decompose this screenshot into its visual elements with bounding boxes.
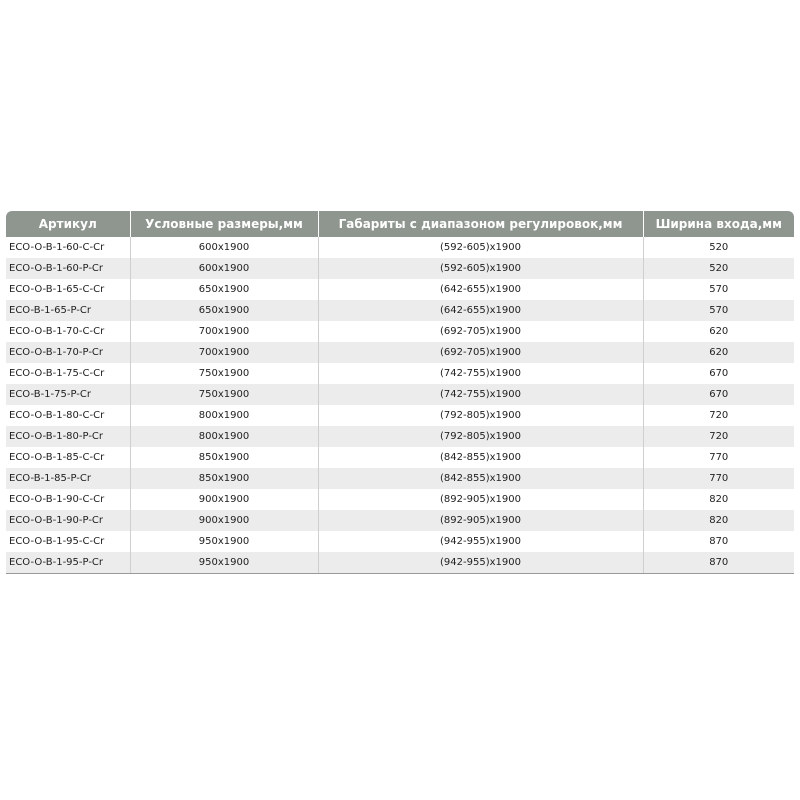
cell-entry-width: 670 (643, 363, 794, 384)
table-row (6, 300, 794, 321)
cell-adjustment-range: (942-955)x1900 (318, 531, 643, 552)
cell-entry-width: 870 (643, 531, 794, 552)
cell-adjustment-range: (692-705)x1900 (318, 342, 643, 363)
cell-article: ECO-O-B-1-80-C-Cr (6, 405, 130, 426)
cell-article: ECO-O-B-1-70-C-Cr (6, 321, 130, 342)
cell-adjustment-range: (842-855)x1900 (318, 468, 643, 489)
table-row (6, 447, 794, 468)
cell-adjustment-range: (692-705)x1900 (318, 321, 643, 342)
cell-entry-width: 570 (643, 300, 794, 321)
cell-entry-width: 770 (643, 447, 794, 468)
table-row (6, 258, 794, 279)
cell-nominal-size: 750x1900 (130, 384, 318, 405)
cell-adjustment-range: (642-655)x1900 (318, 279, 643, 300)
table-row (6, 405, 794, 426)
cell-article: ECO-O-B-1-95-C-Cr (6, 531, 130, 552)
cell-nominal-size: 900x1900 (130, 510, 318, 531)
cell-entry-width: 770 (643, 468, 794, 489)
table-row (6, 468, 794, 489)
cell-nominal-size: 600x1900 (130, 258, 318, 279)
cell-entry-width: 720 (643, 426, 794, 447)
cell-nominal-size: 700x1900 (130, 342, 318, 363)
cell-article: ECO-O-B-1-90-C-Cr (6, 489, 130, 510)
cell-adjustment-range: (742-755)x1900 (318, 363, 643, 384)
cell-adjustment-range: (942-955)x1900 (318, 552, 643, 574)
cell-nominal-size: 750x1900 (130, 363, 318, 384)
cell-adjustment-range: (892-905)x1900 (318, 489, 643, 510)
table-row (6, 342, 794, 363)
cell-adjustment-range: (592-605)x1900 (318, 258, 643, 279)
cell-nominal-size: 800x1900 (130, 426, 318, 447)
cell-nominal-size: 600x1900 (130, 237, 318, 258)
cell-adjustment-range: (792-805)x1900 (318, 405, 643, 426)
cell-article: ECO-O-B-1-70-P-Cr (6, 342, 130, 363)
cell-article: ECO-O-B-1-75-C-Cr (6, 363, 130, 384)
table-row (6, 237, 794, 258)
cell-adjustment-range: (742-755)x1900 (318, 384, 643, 405)
table-row (6, 279, 794, 300)
cell-entry-width: 620 (643, 342, 794, 363)
cell-entry-width: 720 (643, 405, 794, 426)
table-row (6, 531, 794, 552)
table-row (6, 510, 794, 531)
cell-adjustment-range: (842-855)x1900 (318, 447, 643, 468)
cell-nominal-size: 650x1900 (130, 300, 318, 321)
cell-entry-width: 670 (643, 384, 794, 405)
cell-entry-width: 520 (643, 258, 794, 279)
cell-article: ECO-O-B-1-80-P-Cr (6, 426, 130, 447)
cell-article: ECO-O-B-1-95-P-Cr (6, 552, 130, 574)
cell-entry-width: 570 (643, 279, 794, 300)
cell-adjustment-range: (592-605)x1900 (318, 237, 643, 258)
cell-nominal-size: 850x1900 (130, 447, 318, 468)
product-size-table (6, 211, 794, 574)
header-adjustment-range: Габариты с диапазоном регулировок,мм (318, 211, 643, 237)
header-article: Артикул (6, 211, 130, 237)
table-row (6, 363, 794, 384)
cell-nominal-size: 900x1900 (130, 489, 318, 510)
cell-article: ECO-O-B-1-60-P-Cr (6, 258, 130, 279)
cell-article: ECO-O-B-1-60-C-Cr (6, 237, 130, 258)
header-entry-width: Ширина входа,мм (643, 211, 794, 237)
cell-entry-width: 820 (643, 489, 794, 510)
cell-article: ECO-B-1-65-P-Cr (6, 300, 130, 321)
table-row (6, 384, 794, 405)
cell-article: ECO-B-1-85-P-Cr (6, 468, 130, 489)
cell-article: ECO-O-B-1-65-C-Cr (6, 279, 130, 300)
cell-entry-width: 520 (643, 237, 794, 258)
cell-entry-width: 820 (643, 510, 794, 531)
cell-nominal-size: 950x1900 (130, 531, 318, 552)
cell-nominal-size: 850x1900 (130, 468, 318, 489)
table-row (6, 321, 794, 342)
table-row (6, 552, 794, 574)
cell-nominal-size: 950x1900 (130, 552, 318, 574)
header-nominal-size: Условные размеры,мм (130, 211, 318, 237)
cell-article: ECO-B-1-75-P-Cr (6, 384, 130, 405)
cell-nominal-size: 800x1900 (130, 405, 318, 426)
cell-adjustment-range: (792-805)x1900 (318, 426, 643, 447)
cell-article: ECO-O-B-1-85-C-Cr (6, 447, 130, 468)
table-body (6, 237, 794, 574)
cell-entry-width: 620 (643, 321, 794, 342)
cell-adjustment-range: (642-655)x1900 (318, 300, 643, 321)
table-row (6, 489, 794, 510)
size-table (6, 211, 794, 574)
cell-nominal-size: 700x1900 (130, 321, 318, 342)
cell-nominal-size: 650x1900 (130, 279, 318, 300)
cell-adjustment-range: (892-905)x1900 (318, 510, 643, 531)
cell-entry-width: 870 (643, 552, 794, 574)
table-row (6, 426, 794, 447)
cell-article: ECO-O-B-1-90-P-Cr (6, 510, 130, 531)
table-header-row (6, 211, 794, 237)
